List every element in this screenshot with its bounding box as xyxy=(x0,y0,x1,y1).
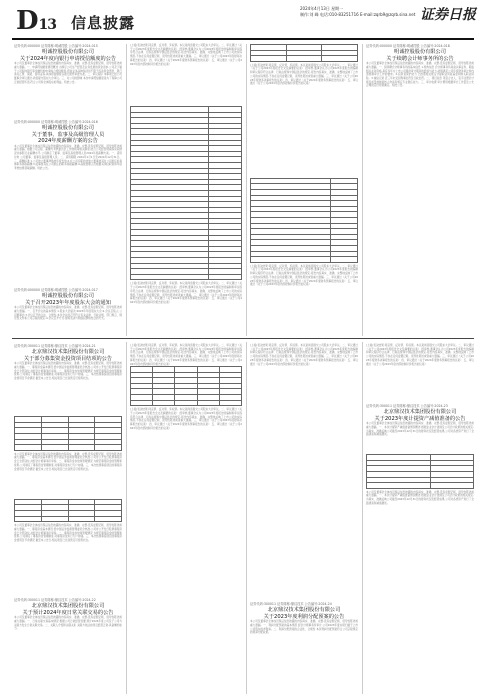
column-divider xyxy=(126,342,127,694)
announcement-meta: 证券代码:000000 证券简称:明诚控股 公告编号:2024-017 xyxy=(14,288,98,292)
announcement-body: 本公司及董事会全体成员保证信息披露的内容真实、准确、完整,没有虚假记载、误导性陈述或重大遗漏。一、募集资金基本情况 经中国证券监督管理委员会核准,公司非公开发行股票募集资金已全部到位,并经会计师事务所审验。二、募集资金存放和管理情况 为规范募集资金的管理和使用,公司制定了募集资金管理制度,对募集资金实行专户存储。三、本次结项募投项目的募集资金使用及节余情况 截至本公告日,相关项目已达到预定可使用状态。 xyxy=(14,524,122,542)
announcement-meta: 证券代码:300011 证券简称:鼎汉技术 公告编号:2024-24 xyxy=(250,602,332,606)
announcement-meta: 证券代码:000000 证券简称:明诚控股 公告编号:2024-015 xyxy=(14,44,98,48)
announcement-body: 本公司及董事会全体成员保证信息披露的内容真实、准确、完整,没有虚假记载、误导性陈述或重大遗漏。一、本次计提资产减值准备情况概述 根据企业会计准则及公司会计政策的相关规定,为真实、准确反映公司截至2023年12月31日的财务状况及经营成果,公司对各类资产进行了全面清查和减值测试。 xyxy=(366,490,474,505)
continuation-body: (上接)表决结果:同意票、反对票、弃权票。本议案尚需提交公司股东大会审议。二、审议通过《关于公司2023年度报告全文及摘要的议案》 经审核,董事会认为公司2023年度报告的编制和审议程序符合法律、行政法规和中国证监会的规定,报告内容真实、准确、完整地反映了上市公司的实际情况,不存在任何虚假记载、误导性陈述或者重大遗漏。三、审议通过《关于公司2023年度财务决算报告的议案》 四、审议通过《关于2024年度财务预算报告的议案》 五、审议通过《关于公司2023年度内部控制评价报告的议案》 xyxy=(250,344,358,366)
announcement-impairment xyxy=(366,404,474,687)
announcement-subtitle: 关于2024年度向银行申请授信额度的公告 xyxy=(19,55,117,62)
data-table xyxy=(366,454,474,489)
announcement-body: 本公司及董事会全体成员保证信息披露的内容真实、准确、完整,没有虚假记载、误导性陈述或重大遗漏。根据公司章程、薪酬与考核委员会工作细则等相关制度,结合公司经营规模等实际情况并参照行业薪酬水平,公司制定了董事、监事及高级管理人员2024年度薪酬方案。一、适用对象 公司董事、监事及高级管理人员。二、适用期限 2024年1月1日至2024年12月31日。三、薪酬标准 1.公司独立董事津贴按年度发放;2.在公司任职的非独立董事按其在公司担任的具体职务领取薪酬;3.监事按其在公司担任的职务领取薪酬;4.高级管理人员根据其岗位职责和年度考核结果领取薪酬。特此公告。 xyxy=(14,144,122,170)
announcement-title: 北京鼎汉技术集团股份有限公司 xyxy=(267,607,341,613)
announcement-meta: 证券代码:000000 证券简称:明诚控股 公告编号:2024-018 xyxy=(366,44,450,48)
section-title: 信息披露 xyxy=(71,14,136,32)
data-table xyxy=(250,44,358,62)
announcement-title: 明诚控股股份有限公司 xyxy=(42,293,94,299)
announcement-meta: 证券代码:000000 证券简称:明诚控股 公告编号:2024-016 xyxy=(14,120,98,124)
newspaper-logo: 证券日报 xyxy=(420,7,476,23)
announcement-auditor xyxy=(366,44,474,330)
continuation-body: (上接)表决结果:同意票、反对票、弃权票。本议案尚需提交公司股东大会审议。二、审议通过《关于公司2023年度报告全文及摘要的议案》 经审核,董事会认为公司2023年度报告的编制和审议程序符合法律、行政法规和中国证监会的规定,报告内容真实、准确、完整地反映了上市公司的实际情况,不存在任何虚假记载、误导性陈述或者重大遗漏。三、审议通过《关于公司2023年度财务决算报告的议案》 四、审议通过《关于2024年度财务预算报告的议案》 五、审议通过《关于公司2023年度内部控制评价报告的议案》 xyxy=(130,408,242,430)
continuation-body: (上接)表决结果:同意票、反对票、弃权票。本议案尚需提交公司股东大会审议。二、审议通过《关于公司2023年度报告全文及摘要的议案》 经审核,董事会认为公司2023年度报告的编制和审议程序符合法律、行政法规和中国证监会的规定,报告内容真实、准确、完整地反映了上市公司的实际情况,不存在任何虚假记载、误导性陈述或者重大遗漏。三、审议通过《关于公司2023年度财务决算报告的议案》 四、审议通过《关于2024年度财务预算报告的议案》 五、审议通过《关于公司2023年度内部控制评价报告的议案》 xyxy=(250,264,358,287)
announcement-title: 明诚控股股份有限公司 xyxy=(394,49,446,55)
announcement-body: 本公司及董事会全体成员保证信息披露的内容真实、准确、完整,没有虚假记载、误导性陈述或重大遗漏。一、利润分配预案的基本情况 经会计师事务所审计,公司2023年度实现归属于上市公司股东的净利润。二、利润分配预案的合法性、合规性 本次利润分配预案符合公司章程规定的利润分配政策。 xyxy=(250,620,358,635)
column-divider xyxy=(246,44,247,336)
continuation-text xyxy=(366,344,474,400)
announcement-subtitle: 关于部分募集资金投资项目结项的公告 xyxy=(23,355,113,362)
announcement-body: 本公司及董事会全体成员保证信息披露的内容真实、准确、完整,没有虚假记载、误导性陈述或重大遗漏。一、本次计提资产减值准备情况概述 根据企业会计准则及公司会计政策的相关规定,为真实、准确反映公司截至2023年12月31日的财务状况及经营成果,公司对各类资产进行了全面清查和减值测试。 xyxy=(366,422,474,437)
editor-line: 制作:刘 峰 电话:010-83251716 E-mail:zqrb9@zqrb.sina.net xyxy=(300,12,416,17)
announcement-fund-project xyxy=(14,344,122,584)
data-table xyxy=(14,499,122,522)
announcement-subtitle: 关于续聘会计师事务所的公告 xyxy=(386,55,454,62)
announcement-subtitle: 2024年度薪酬方案的公告 xyxy=(38,138,98,145)
page-code xyxy=(16,8,56,38)
announcement-subtitle: 关于预计2024年度日常关联交易的公告 xyxy=(22,609,114,616)
announcement-title: 北京鼎汉技术集团股份有限公司 xyxy=(383,409,457,415)
data-table xyxy=(250,178,358,263)
announcement-title: 明诚控股股份有限公司 xyxy=(42,125,94,131)
announcement-subtitle: 关于2023年度利润分配预案的公告 xyxy=(263,613,345,620)
announcement-body: 本公司及董事会全体成员保证信息披露的内容真实、准确、完整,没有虚假记载、误导性陈述或重大遗漏。一、召开会议的基本情况 1.股东大会届次:2023年年度股东大会;2.会议召集人:公司董事会;3.会议召开的合法、合规性:本次会议的召开符合有关法律、行政法规、部门规章、规范性文件和公司章程的规定;4.会议召开方式:现场表决与网络投票相结合的方式。 xyxy=(14,306,122,321)
page-number: 13 xyxy=(38,17,57,33)
masthead-rule xyxy=(12,38,474,40)
announcement-meta: 证券代码:300011 证券简称:鼎汉技术 公告编号:2024-21 xyxy=(14,344,96,348)
continuation-body: (上接)表决结果:同意票、反对票、弃权票。本议案尚需提交公司股东大会审议。二、审议通过《关于公司2023年度报告全文及摘要的议案》 经审核,董事会认为公司2023年度报告的编制和审议程序符合法律、行政法规和中国证监会的规定,报告内容真实、准确、完整地反映了上市公司的实际情况,不存在任何虚假记载、误导性陈述或者重大遗漏。三、审议通过《关于公司2023年度财务决算报告的议案》 四、审议通过《关于2024年度财务预算报告的议案》 五、审议通过《关于公司2023年度内部控制评价报告的议案》 xyxy=(130,44,242,66)
continuation-body: (上接)表决结果:同意票、反对票、弃权票。本议案尚需提交公司股东大会审议。二、审议通过《关于公司2023年度报告全文及摘要的议案》 经审核,董事会认为公司2023年度报告的编制和审议程序符合法律、行政法规和中国证监会的规定,报告内容真实、准确、完整地反映了上市公司的实际情况,不存在任何虚假记载、误导性陈述或者重大遗漏。三、审议通过《关于公司2023年度财务决算报告的议案》 四、审议通过《关于2024年度财务预算报告的议案》 五、审议通过《关于公司2023年度内部控制评价报告的议案》 xyxy=(130,282,242,304)
announcement-credit-line xyxy=(14,44,122,124)
announcement-title: 北京鼎汉技术集团股份有限公司 xyxy=(31,603,105,609)
masthead xyxy=(0,0,484,40)
announcement-title: 北京鼎汉技术集团股份有限公司 xyxy=(31,349,105,355)
announcement-body: 本公司及董事会全体成员保证信息披露的内容真实、准确、完整,没有虚假记载、误导性陈述或重大遗漏。一、日常关联交易基本情况 根据公司日常经营需要,预计2024年度公司及子公司与关联方发生日常关联交易。二、关联人介绍和关联关系 关联方依法存续且经营正常,具备履约能力。 xyxy=(14,616,122,631)
announcement-agm-notice xyxy=(14,288,122,326)
announcement-subtitle: 关于2023年度计提资产减值准备的公告 xyxy=(374,415,466,422)
announcement-body: 本公司及董事会全体成员保证信息披露的内容真实、准确、完整,没有虚假记载、误导性陈述或重大遗漏。一、申请授信额度情况概述 为满足公司生产经营及业务发展的资金需求,公司及下属子公司拟向银行等金融机构申请综合授信额度,授信业务品种包括但不限于流动资金贷款、银行承兑汇票、保函、信用证等,具体授信额度以银行最终审批为准。二、审议程序 本事项已经公司董事会审议通过,尚需提交股东大会审议。三、对公司的影响 本次申请授信额度是为了保障公司正常经营所需,符合公司和全体股东的利益。特此公告。 xyxy=(14,62,122,84)
announcement-title: 明诚控股股份有限公司 xyxy=(42,49,94,55)
section-divider xyxy=(12,338,474,339)
announcement-body: 本公司及董事会全体成员保证信息披露的内容真实、准确、完整,没有虚假记载、误导性陈述或重大遗漏。一、募集资金基本情况 经中国证券监督管理委员会核准,公司非公开发行股票募集资金已全部到位,并经会计师事务所审验。二、募集资金存放和管理情况 为规范募集资金的管理和使用,公司制定了募集资金管理制度,对募集资金实行专户存储。三、本次结项募投项目的募集资金使用及节余情况 截至本公告日,相关项目已达到预定可使用状态。 xyxy=(14,452,122,471)
continuation-text xyxy=(130,344,242,668)
continuation-body: (上接)表决结果:同意票、反对票、弃权票。本议案尚需提交公司股东大会审议。二、审议通过《关于公司2023年度报告全文及摘要的议案》 经审核,董事会认为公司2023年度报告的编制和审议程序符合法律、行政法规和中国证监会的规定,报告内容真实、准确、完整地反映了上市公司的实际情况,不存在任何虚假记载、误导性陈述或者重大遗漏。三、审议通过《关于公司2023年度财务决算报告的议案》 四、审议通过《关于2024年度财务预算报告的议案》 五、审议通过《关于公司2023年度内部控制评价报告的议案》 xyxy=(366,344,474,366)
data-table xyxy=(130,106,242,280)
data-table xyxy=(14,416,122,451)
column-divider xyxy=(362,44,363,336)
announcement-meta: 证券代码:300011 证券简称:鼎汉技术 公告编号:2024-23 xyxy=(366,404,448,408)
continuation-text xyxy=(250,44,358,305)
announcement-body: 本公司及董事会全体成员保证信息披露的内容真实、准确、完整,没有虚假记载、误导性陈述或重大遗漏。一、募集资金基本情况 经中国证券监督管理委员会核准,公司非公开发行股票募集资金已全部到位,并经会计师事务所审验。二、募集资金存放和管理情况 为规范募集资金的管理和使用,公司制定了募集资金管理制度,对募集资金实行专户存储。三、本次结项募投项目的募集资金使用及节余情况 截至本公告日,相关项目已达到预定可使用状态。 xyxy=(14,362,122,380)
continuation-text xyxy=(130,44,242,330)
announcement-meta: 证券代码:300011 证券简称:鼎汉技术 公告编号:2024-22 xyxy=(14,598,96,602)
announcement-profit-distribution xyxy=(250,602,358,686)
page-letter: D xyxy=(16,6,38,36)
column-divider xyxy=(246,342,247,694)
date-line: 2024年4月13日 星期一 xyxy=(300,6,344,11)
continuation-text xyxy=(250,344,358,574)
data-table xyxy=(130,366,242,406)
announcement-remuneration xyxy=(14,120,122,279)
announcement-body: 本公司及董事会全体成员保证信息披露的内容真实、准确、完整,没有虚假记载、误导性陈述或重大遗漏。一、拟续聘会计师事务所的基本信息 1.机构信息 会计师事务所具备从事证券、期货相关业务资格,具有多年为上市公司提供审计服务的经验与能力,能够满足公司年度财务审计和内部控制审计工作的要求。2.投资者保护能力 已按照相关规定计提职业风险基金和购买职业保险。3.诚信记录 近三年未受到刑事处罚及行政处罚。二、项目信息 项目合伙人、签字注册会计师及质量控制复核人均具有相应专业胜任能力。三、审计收费 审计费用根据审计工作量及公允合理的定价原则确定。特此公告。 xyxy=(366,62,474,88)
announcement-subtitle: 关于董事、监事及高级管理人员 xyxy=(31,131,105,138)
column-divider xyxy=(126,44,127,336)
continuation-body: (上接)表决结果:同意票、反对票、弃权票。本议案尚需提交公司股东大会审议。二、审议通过《关于公司2023年度报告全文及摘要的议案》 经审核,董事会认为公司2023年度报告的编制和审议程序符合法律、行政法规和中国证监会的规定,报告内容真实、准确、完整地反映了上市公司的实际情况,不存在任何虚假记载、误导性陈述或者重大遗漏。三、审议通过《关于公司2023年度财务决算报告的议案》 四、审议通过《关于2024年度财务预算报告的议案》 五、审议通过《关于公司2023年度内部控制评价报告的议案》 xyxy=(130,344,242,366)
announcement-related-party xyxy=(14,598,122,690)
continuation-body: (上接)表决结果:同意票、反对票、弃权票。本议案尚需提交公司股东大会审议。二、审议通过《关于公司2023年度报告全文及摘要的议案》 经审核,董事会认为公司2023年度报告的编制和审议程序符合法律、行政法规和中国证监会的规定,报告内容真实、准确、完整地反映了上市公司的实际情况,不存在任何虚假记载、误导性陈述或者重大遗漏。三、审议通过《关于公司2023年度财务决算报告的议案》 四、审议通过《关于2024年度财务预算报告的议案》 五、审议通过《关于公司2023年度内部控制评价报告的议案》 xyxy=(250,63,358,86)
announcement-subtitle: 关于召开2023年年度股东大会的通知 xyxy=(25,299,111,306)
column-divider xyxy=(362,342,363,694)
